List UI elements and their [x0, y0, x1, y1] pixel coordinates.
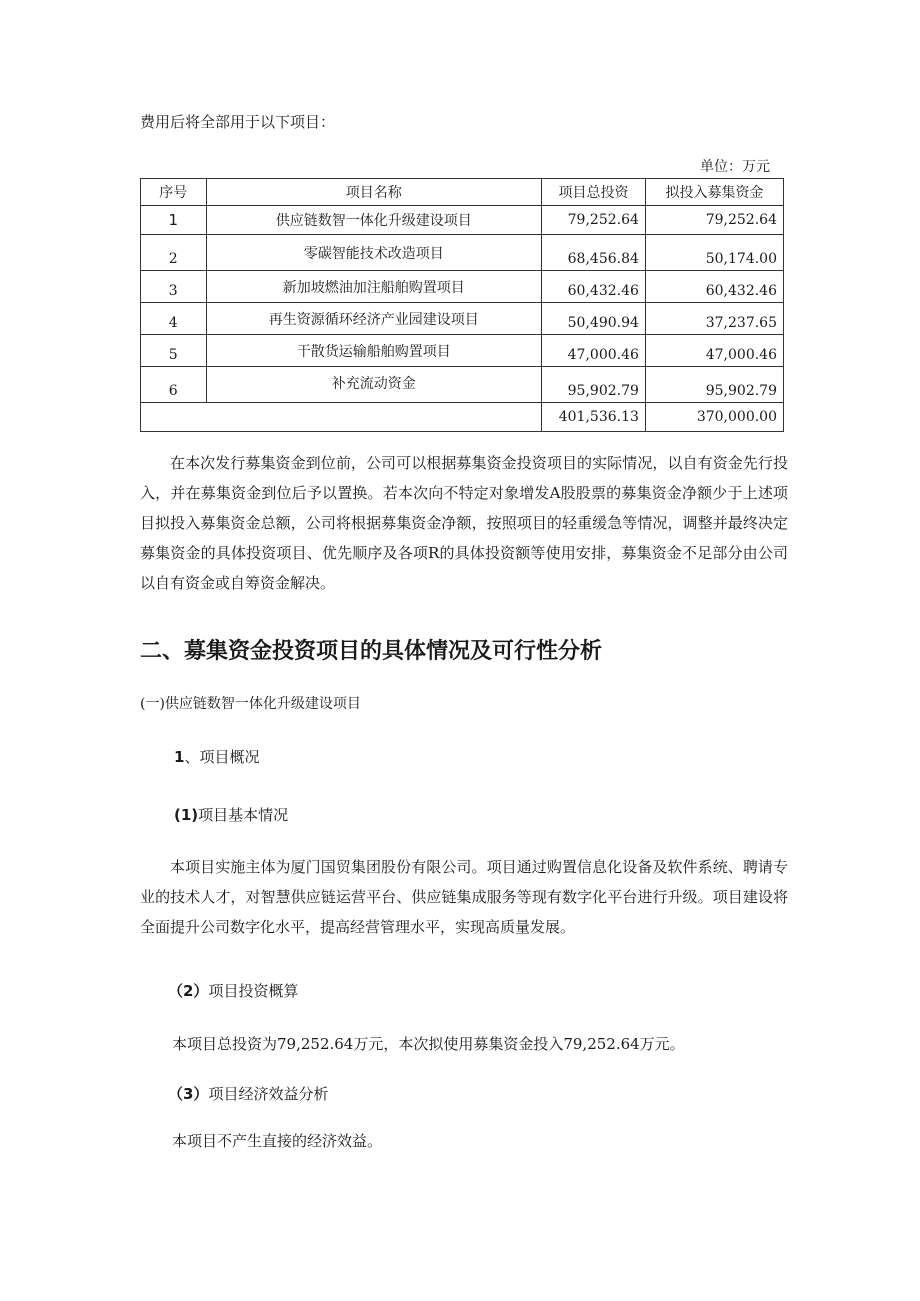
section-1-2-number: （2） — [168, 982, 209, 1000]
row-total: 68,456.84 — [542, 235, 646, 271]
total-row-empty — [141, 403, 207, 432]
header-raise: 拟投入募集资金 — [645, 179, 783, 206]
sum-raise: 370,000.00 — [645, 403, 783, 432]
row-seq: 4 — [141, 303, 207, 335]
header-seq: 序号 — [141, 179, 207, 206]
section-1-1-title: 项目基本情况 — [198, 806, 289, 824]
paragraph-3: 本项目总投资为79,252.64万元，本次拟使用募集资金投入79,252.64万元。 — [172, 1035, 685, 1053]
section-1-2-heading — [168, 980, 298, 1001]
paragraph-4: 本项目不产生直接的经济效益。 — [172, 1132, 383, 1150]
paragraph-2: 本项目实施主体为厦门国贸集团股份有限公司。项目通过购置信息化设备及软件系统、聘请专业的技术人才，对智慧供应链运营平台、供应链集成服务等现有数字化平台进行升级。项目建设将全面提升公司数字化水平，提高经营管理水平，实现高质量发展。 — [140, 858, 788, 936]
row-raise: 50,174.00 — [645, 235, 783, 271]
row-raise: 37,237.65 — [645, 303, 783, 335]
row-name: 新加坡燃油加注船舶购置项目 — [206, 271, 542, 303]
row-seq: 6 — [141, 367, 207, 403]
row-total: 50,490.94 — [542, 303, 646, 335]
row-total: 95,902.79 — [542, 367, 646, 403]
row-raise: 79,252.64 — [645, 206, 783, 235]
header-name: 项目名称 — [206, 179, 542, 206]
row-total: 79,252.64 — [542, 206, 646, 235]
section-1-1-heading — [174, 804, 288, 825]
row-name: 补充流动资金 — [206, 367, 542, 403]
project-table — [140, 178, 784, 432]
row-seq: 1 — [141, 206, 207, 235]
sum-total: 401,536.13 — [542, 403, 646, 432]
row-seq: 2 — [141, 235, 207, 271]
row-raise: 95,902.79 — [645, 367, 783, 403]
table-row — [141, 367, 784, 403]
row-seq: 5 — [141, 335, 207, 367]
table-row — [141, 335, 784, 367]
table-row — [141, 206, 784, 235]
section-1-2-title: 项目投资概算 — [208, 982, 299, 1000]
row-raise: 47,000.46 — [645, 335, 783, 367]
row-total: 60,432.46 — [542, 271, 646, 303]
section-1-3-heading — [168, 1083, 328, 1104]
table-row — [141, 235, 784, 271]
header-total: 项目总投资 — [542, 179, 646, 206]
section-heading-2: 二、募集资金投资项目的具体情况及可行性分析 — [140, 639, 603, 664]
table-row — [141, 303, 784, 335]
section-1-title: 、项目概况 — [184, 748, 260, 766]
row-name: 供应链数智一体化升级建设项目 — [206, 206, 542, 235]
row-raise: 60,432.46 — [645, 271, 783, 303]
table-header-row — [141, 179, 784, 206]
section-1-1-number: (1) — [174, 806, 199, 824]
table-total-row — [141, 403, 784, 432]
row-name: 再生资源循环经济产业园建设项目 — [206, 303, 542, 335]
unit-label: 单位：万元 — [700, 159, 770, 175]
row-total: 47,000.46 — [542, 335, 646, 367]
section-1-heading — [174, 746, 259, 767]
paragraph-1: 在本次发行募集资金到位前，公司可以根据募集资金投资项目的实际情况，以自有资金先行投入，并在募集资金到位后予以置换。若本次向不特定对象增发A股股票的募集资金净额少于上述项目拟投入募集资金总额，公司将根据募集资金净额，按照项目的轻重缓急等情况，调整并最终决定募集资金的具体投资项目、优先顺序及各项R的具体投资额等使用安排，募集资金不足部分由公司以自有资金或自筹资金解决。 — [140, 454, 788, 592]
table-row — [141, 271, 784, 303]
intro-text: 费用后将全部用于以下项目： — [140, 113, 336, 131]
total-row-empty-name — [206, 403, 542, 432]
section-1-3-title: 项目经济效益分析 — [208, 1085, 329, 1103]
subsection-heading: (一)供应链数智一体化升级建设项目 — [140, 696, 361, 712]
row-seq: 3 — [141, 271, 207, 303]
section-1-number: 1 — [174, 748, 185, 766]
section-1-3-number: （3） — [168, 1085, 209, 1103]
row-name: 干散货运输船舶购置项目 — [206, 335, 542, 367]
row-name: 零碳智能技术改造项目 — [206, 235, 542, 271]
